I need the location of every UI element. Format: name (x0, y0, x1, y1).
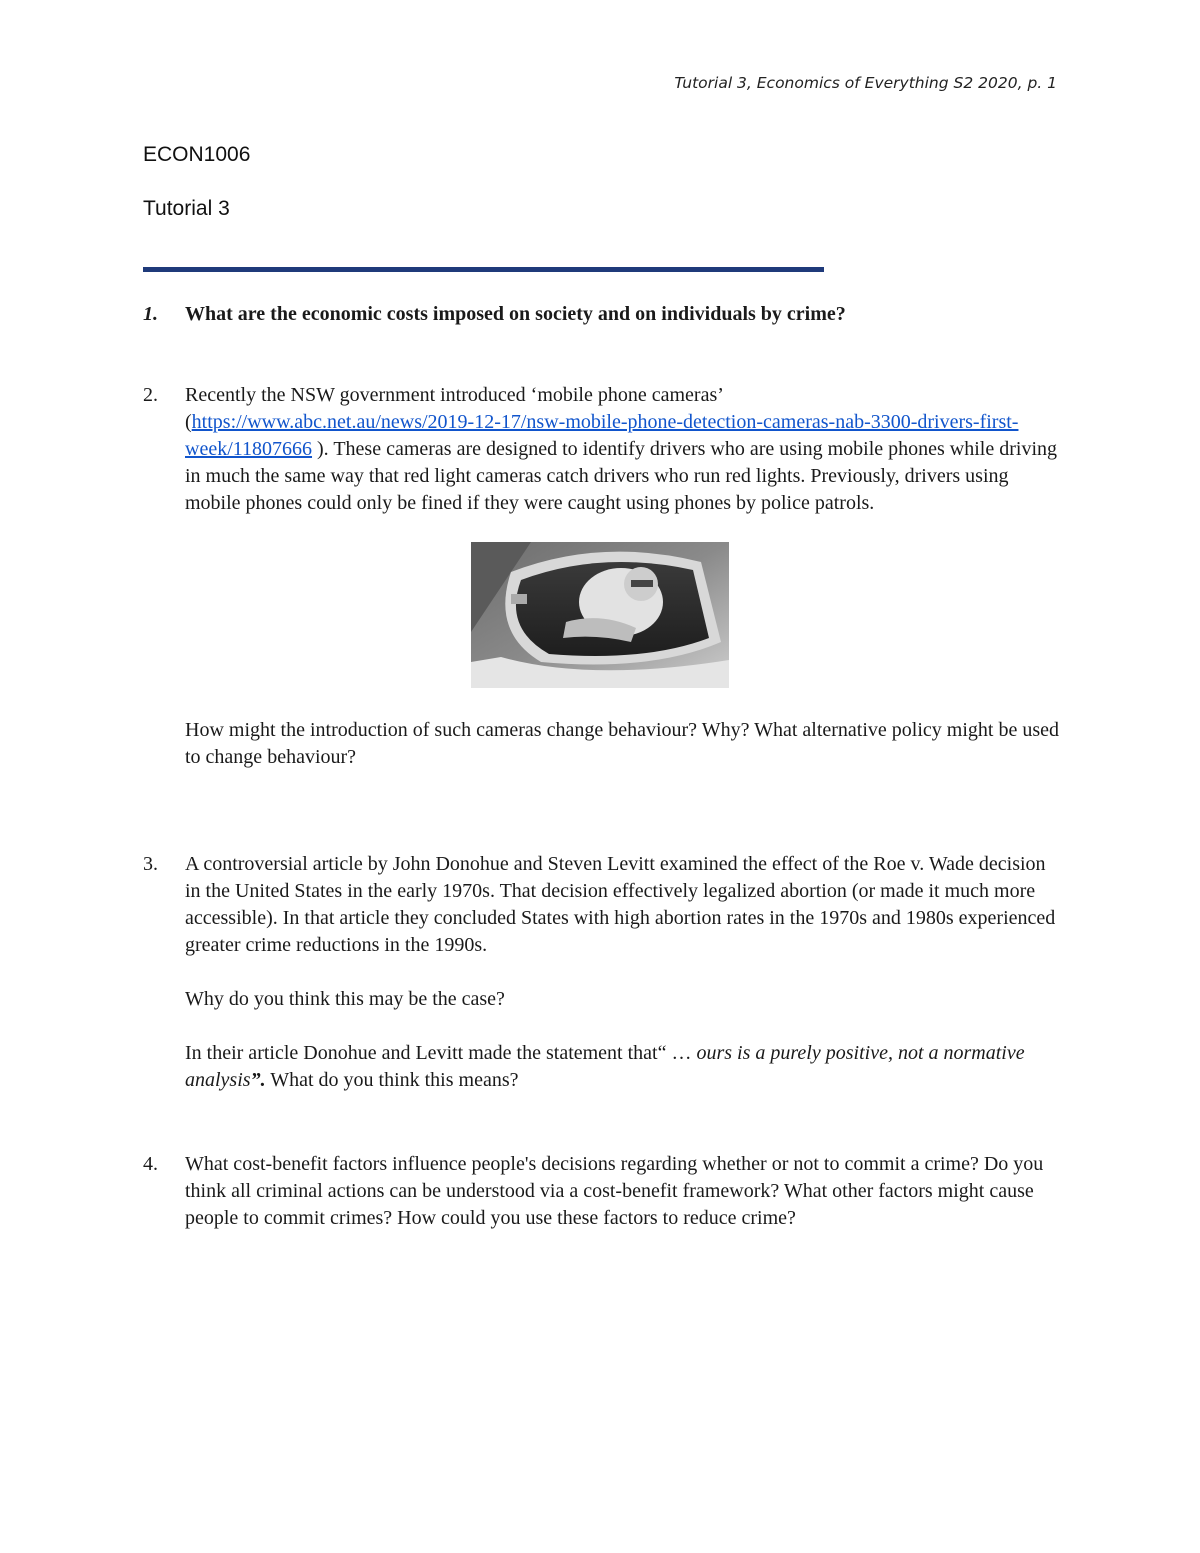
question-statement (185, 1040, 1065, 1094)
question-text: What are the economic costs imposed on society and on individuals by crime? (185, 303, 846, 325)
camera-photo-of-driver-icon (471, 542, 729, 688)
article-link[interactable]: https://www.abc.net.au/news/2019-12-17/nsw-mobile-phone-detection-cameras-nab-3300-drivers-first-week/11807666 (185, 411, 1019, 460)
question-number: 2. (143, 384, 158, 406)
question-number: 1. (143, 303, 158, 325)
question-lead: Recently the NSW government introduced ‘mobile phone cameras’ (185, 384, 724, 406)
running-header: Tutorial 3, Economics of Everything S2 2020, p. 1 (674, 74, 1057, 92)
paren: ( (185, 411, 192, 433)
title-divider (143, 267, 824, 272)
statement-quote: ours is a purely positive, not a normative analysis (185, 1042, 1025, 1091)
question-rest: ). These cameras are designed to identify drivers who are using mobile phones while driving in much the same way that red light cameras catch drivers who run red lights. Previously, drivers using mobile phones could only be fined if they were caught using phones by police patrols. (185, 438, 1057, 514)
question-number: 3. (143, 853, 158, 875)
statement-tail: What do you think this means? (265, 1069, 519, 1091)
question-number: 4. (143, 1153, 158, 1175)
question-followup: How might the introduction of such cameras change behaviour? Why? What alternative policy might be used to change behaviour? (185, 719, 1059, 768)
question-text: A controversial article by John Donohue and Steven Levitt examined the effect of the Roe v. Wade decision in the United States in the early 1970s. That decision effectively legalized abortion (or made it much more accessible). In that article they concluded States with high abortion rates in the 1970s and 1980s experienced greater crime reductions in the 1990s. (185, 853, 1056, 956)
question-prompt: Why do you think this may be the case? (185, 988, 505, 1010)
course-code: ECON1006 (143, 143, 251, 166)
statement-close: ”. (250, 1069, 266, 1091)
question-text: What cost-benefit factors influence people's decisions regarding whether or not to commit a crime? Do you think all criminal actions can be understood via a cost-benefit framework? What other factors might cause people to commit crimes? How could you use these factors to reduce crime? (185, 1153, 1044, 1229)
question-text (185, 382, 1065, 517)
statement-lead: In their article Donohue and Levitt made the statement that“ … (185, 1042, 697, 1064)
page-title: Tutorial 3 (143, 197, 230, 220)
